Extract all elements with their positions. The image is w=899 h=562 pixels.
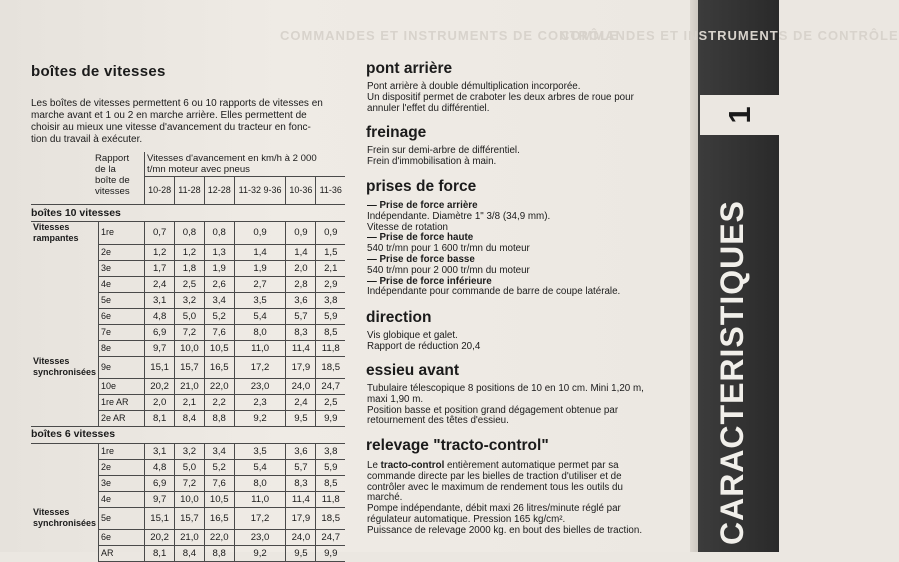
speed-value: 7,2 xyxy=(175,475,204,491)
speed-value: 2,4 xyxy=(286,394,316,410)
speed-value: 2,5 xyxy=(316,394,345,410)
speed-value: 4,8 xyxy=(145,308,175,324)
speed-value: 9,9 xyxy=(316,410,345,426)
speed-value: 18,5 xyxy=(316,356,345,378)
text-fragment: Le xyxy=(367,460,381,471)
speed-group-label xyxy=(31,244,99,260)
speed-value: 5,0 xyxy=(175,459,204,475)
gear-ratio: 6e xyxy=(99,529,145,545)
speed-value: 3,6 xyxy=(286,292,316,308)
speed-value: 15,7 xyxy=(175,507,204,529)
speed-value: 6,9 xyxy=(145,475,175,491)
tire-size: 11-36 xyxy=(316,177,345,205)
speed-value: 5,2 xyxy=(204,459,234,475)
speed-value: 1,3 xyxy=(204,244,234,260)
speed-value: 11,8 xyxy=(316,340,345,356)
speed-group-label xyxy=(31,545,99,561)
speed-value: 17,2 xyxy=(234,356,286,378)
speed-value: 24,0 xyxy=(286,529,316,545)
pto-title: prises de force xyxy=(366,178,477,195)
speed-group-label xyxy=(31,394,99,410)
speed-value: 9,2 xyxy=(234,545,286,561)
speed-value: 0,9 xyxy=(316,222,345,245)
speed-value: 1,5 xyxy=(316,244,345,260)
speed-value: 5,7 xyxy=(286,308,316,324)
tracto-control-term: tracto-control xyxy=(380,460,445,471)
speed-value: 1,2 xyxy=(145,244,175,260)
speed-value: 21,0 xyxy=(175,378,204,394)
table-row xyxy=(31,260,345,276)
speed-value: 1,9 xyxy=(234,260,286,276)
gear-ratio: 4e xyxy=(99,276,145,292)
speed-group-label xyxy=(31,475,99,491)
table-row xyxy=(31,394,345,410)
speed-value: 8,4 xyxy=(175,410,204,426)
speed-value: 4,8 xyxy=(145,459,175,475)
tire-size: 10-28 xyxy=(145,177,175,205)
table-row xyxy=(31,324,345,340)
speed-value: 0,8 xyxy=(175,222,204,245)
speed-value: 16,5 xyxy=(204,507,234,529)
section-6-speeds: boîtes 6 vitesses xyxy=(31,426,345,443)
table-row xyxy=(31,410,345,426)
speed-value: 7,2 xyxy=(175,324,204,340)
speed-value: 5,9 xyxy=(316,308,345,324)
gear-ratio: 3e xyxy=(99,475,145,491)
text-line: marché. xyxy=(367,492,403,504)
table-row xyxy=(31,378,345,394)
speed-value: 18,5 xyxy=(316,507,345,529)
speed-value: 8,3 xyxy=(286,475,316,491)
speed-value: 11,0 xyxy=(234,491,286,507)
tire-size: 11-32 9-36 xyxy=(234,177,286,205)
speed-group-label xyxy=(31,340,99,356)
speed-value: 3,5 xyxy=(234,292,286,308)
text-line: Position basse et position grand dégagement obtenue par xyxy=(367,404,619,416)
table-row xyxy=(31,545,345,561)
speed-value: 0,7 xyxy=(145,222,175,245)
intro-line: Les boîtes de vitesses permettent 6 ou 10 rapports de vitesses en xyxy=(31,98,323,109)
gear-ratio: 10e xyxy=(99,378,145,394)
speed-value: 1,2 xyxy=(175,244,204,260)
speed-value: 2,8 xyxy=(286,276,316,292)
speed-value: 11,0 xyxy=(234,340,286,356)
speed-value: 2,1 xyxy=(175,394,204,410)
speed-value: 3,1 xyxy=(145,443,175,459)
speed-value: 5,4 xyxy=(234,459,286,475)
front-axle-title: essieu avant xyxy=(366,362,460,379)
speed-value: 11,8 xyxy=(316,491,345,507)
tire-size: 12-28 xyxy=(204,177,234,205)
speed-group-label xyxy=(31,443,99,459)
speed-value: 3,4 xyxy=(204,292,234,308)
speed-value: 5,2 xyxy=(204,308,234,324)
speed-value: 8,0 xyxy=(234,324,286,340)
speed-value: 11,4 xyxy=(286,491,316,507)
speed-value: 2,0 xyxy=(286,260,316,276)
gear-speed-table xyxy=(31,152,345,562)
table-row xyxy=(31,459,345,475)
speed-value: 9,7 xyxy=(145,340,175,356)
text-line: Rapport de réduction 20,4 xyxy=(367,340,481,352)
speed-value: 2,1 xyxy=(316,260,345,276)
speed-value: 3,2 xyxy=(175,292,204,308)
speed-value: 17,2 xyxy=(234,507,286,529)
speed-value: 3,4 xyxy=(204,443,234,459)
gear-ratio: 7e xyxy=(99,324,145,340)
pto-low-heading: — Prise de force basse xyxy=(367,253,475,265)
rear-axle-text xyxy=(367,82,685,114)
text-line: Indépendante. Diamètre 1" 3/8 (34,9 mm). xyxy=(367,210,551,222)
speed-value: 3,5 xyxy=(234,443,286,459)
speed-value: 0,8 xyxy=(204,222,234,245)
speed-value: 9,5 xyxy=(286,410,316,426)
speed-value: 1,9 xyxy=(204,260,234,276)
text-line: Vitesse de rotation xyxy=(367,221,448,233)
text-line: Pont arrière à double démultiplication incorporée. xyxy=(367,81,581,92)
speed-value: 2,3 xyxy=(234,394,286,410)
speed-value: 8,4 xyxy=(175,545,204,561)
table-row xyxy=(31,356,345,378)
gear-ratio: 2e xyxy=(99,459,145,475)
speed-value: 23,0 xyxy=(234,529,286,545)
speed-value: 16,5 xyxy=(204,356,234,378)
gear-ratio: 1re xyxy=(99,222,145,245)
speed-value: 5,9 xyxy=(316,459,345,475)
speed-value: 3,8 xyxy=(316,443,345,459)
front-axle-text xyxy=(367,384,685,427)
speed-value: 9,9 xyxy=(316,545,345,561)
speed-value: 8,3 xyxy=(286,324,316,340)
speed-value: 20,2 xyxy=(145,378,175,394)
speed-value: 6,9 xyxy=(145,324,175,340)
speed-value: 2,9 xyxy=(316,276,345,292)
speed-value: 10,0 xyxy=(175,491,204,507)
speed-value: 2,7 xyxy=(234,276,286,292)
hitch-title: relevage "tracto-control" xyxy=(366,437,549,454)
speed-value: 21,0 xyxy=(175,529,204,545)
intro-line: choisir au mieux une vitesse d'avancement du tracteur en fonc- xyxy=(31,122,311,133)
chapter-number: 1 xyxy=(722,106,757,124)
gear-ratio: 2e AR xyxy=(99,410,145,426)
speed-value: 15,7 xyxy=(175,356,204,378)
speed-value: 22,0 xyxy=(204,529,234,545)
table-row xyxy=(31,507,345,529)
text-line: maxi 1,90 m. xyxy=(367,393,424,405)
table-row xyxy=(31,222,345,245)
hitch-text xyxy=(367,461,685,537)
speed-value: 10,5 xyxy=(204,491,234,507)
speed-value: 0,9 xyxy=(286,222,316,245)
text-line: Vis globique et galet. xyxy=(367,330,458,341)
speed-group-label xyxy=(31,324,99,340)
speed-value: 8,0 xyxy=(234,475,286,491)
speed-value: 1,7 xyxy=(145,260,175,276)
bleed-through-text-left: COMMANDES ET INSTRUMENTS DE CONTRÔLE xyxy=(280,28,619,43)
speed-value: 2,0 xyxy=(145,394,175,410)
speed-value: 5,7 xyxy=(286,459,316,475)
speed-value: 8,1 xyxy=(145,410,175,426)
header-rapport: Rapport de la boîte de vitesses xyxy=(31,152,145,205)
gear-ratio: 6e xyxy=(99,308,145,324)
speed-value: 20,2 xyxy=(145,529,175,545)
text-line: 540 tr/mn pour 2 000 tr/mn du moteur xyxy=(367,264,530,276)
speed-value: 24,7 xyxy=(316,378,345,394)
speed-value: 2,5 xyxy=(175,276,204,292)
text-line: 540 tr/mn pour 1 600 tr/mn du moteur xyxy=(367,243,530,255)
text-line: annuler l'effet du différentiel. xyxy=(367,102,490,114)
speed-group-label xyxy=(31,529,99,545)
table-row xyxy=(31,443,345,459)
gearbox-title: boîtes de vitesses xyxy=(31,63,166,80)
text-line: Indépendante pour commande de barre de coupe latérale. xyxy=(367,286,621,298)
chapter-tab xyxy=(700,95,779,135)
text-line: contrôler avec le maximum de rendement tous les outils du xyxy=(367,481,623,493)
gear-ratio: 9e xyxy=(99,356,145,378)
speed-value: 3,2 xyxy=(175,443,204,459)
speed-value: 3,8 xyxy=(316,292,345,308)
speed-value: 22,0 xyxy=(204,378,234,394)
gear-ratio: 1re xyxy=(99,443,145,459)
speed-value: 5,0 xyxy=(175,308,204,324)
tire-size: 11-28 xyxy=(175,177,204,205)
text-fragment: entièrement automatique permet par sa xyxy=(444,460,619,471)
pto-rear-heading: — Prise de force arrière xyxy=(367,200,478,211)
steering-text xyxy=(367,331,685,353)
pto-lower-heading: — Prise de force inférieure xyxy=(367,275,492,287)
speed-value: 0,9 xyxy=(234,222,286,245)
speed-value: 8,8 xyxy=(204,545,234,561)
speed-value: 1,4 xyxy=(234,244,286,260)
gear-ratio: 4e xyxy=(99,491,145,507)
speed-value: 8,5 xyxy=(316,324,345,340)
speed-value: 9,2 xyxy=(234,410,286,426)
speed-value: 7,6 xyxy=(204,324,234,340)
text-line: régulateur automatique. Pression 165 kg/cm². xyxy=(367,513,566,525)
speed-value: 8,5 xyxy=(316,475,345,491)
speed-value: 24,7 xyxy=(316,529,345,545)
text-line: Tubulaire télescopique 8 positions de 10 en 10 cm. Mini 1,20 m, xyxy=(367,383,644,394)
text-line: commande directe par les bielles de traction d'utiliser et de xyxy=(367,470,622,482)
speed-value: 8,1 xyxy=(145,545,175,561)
table-row xyxy=(31,292,345,308)
gear-ratio: 5e xyxy=(99,507,145,529)
speed-value: 17,9 xyxy=(286,356,316,378)
speed-value: 7,6 xyxy=(204,475,234,491)
gear-ratio: 2e xyxy=(99,244,145,260)
speed-value: 11,4 xyxy=(286,340,316,356)
speed-group-label: Vitesses synchronisées xyxy=(31,356,99,378)
braking-text xyxy=(367,146,685,168)
speed-value: 9,7 xyxy=(145,491,175,507)
speed-group-label xyxy=(31,378,99,394)
steering-title: direction xyxy=(366,309,432,326)
gear-ratio: 5e xyxy=(99,292,145,308)
table-row xyxy=(31,244,345,260)
speed-value: 10,0 xyxy=(175,340,204,356)
table-row xyxy=(31,308,345,324)
intro-line: marche avant et 1 ou 2 en marche arrière. Elles permettent de xyxy=(31,110,307,121)
text-line: retournement des têtes d'essieu. xyxy=(367,415,509,427)
speed-group-label xyxy=(31,491,99,507)
gear-ratio: AR xyxy=(99,545,145,561)
table-row xyxy=(31,475,345,491)
speed-group-label: Vitesses rampantes xyxy=(31,222,99,245)
text-line: Frein d'immobilisation à main. xyxy=(367,155,497,167)
speed-value: 5,4 xyxy=(234,308,286,324)
gear-ratio: 1re AR xyxy=(99,394,145,410)
speed-value: 23,0 xyxy=(234,378,286,394)
speed-value: 2,6 xyxy=(204,276,234,292)
speed-value: 9,5 xyxy=(286,545,316,561)
speed-value: 10,5 xyxy=(204,340,234,356)
speed-group-label xyxy=(31,308,99,324)
speed-value: 8,8 xyxy=(204,410,234,426)
speed-value: 2,2 xyxy=(204,394,234,410)
pto-high-heading: — Prise de force haute xyxy=(367,232,474,244)
section-10-speeds: boîtes 10 vitesses xyxy=(31,205,345,222)
gear-ratio: 3e xyxy=(99,260,145,276)
speed-value: 1,8 xyxy=(175,260,204,276)
braking-title: freinage xyxy=(366,124,427,141)
speed-group-label xyxy=(31,459,99,475)
speed-value: 3,1 xyxy=(145,292,175,308)
intro-line: tion du travail à exécuter. xyxy=(31,134,143,145)
gearbox-intro xyxy=(31,98,323,146)
header-speeds: Vitesses d'avancement en km/h à 2 000 t/mn moteur avec pneus xyxy=(145,152,345,177)
table-row xyxy=(31,491,345,507)
table-row xyxy=(31,529,345,545)
tire-size: 10-36 xyxy=(286,177,316,205)
speed-value: 1,4 xyxy=(286,244,316,260)
chapter-title: CARACTERISTIQUES xyxy=(714,200,750,545)
speed-group-label xyxy=(31,292,99,308)
speed-value: 15,1 xyxy=(145,356,175,378)
text-line: Pompe indépendante, débit maxi 26 litres/minute réglé par xyxy=(367,503,621,515)
speed-group-label: Vitesses synchronisées xyxy=(31,507,99,529)
speed-group-label xyxy=(31,276,99,292)
speed-group-label xyxy=(31,410,99,426)
pto-text xyxy=(367,201,685,298)
text-line: Frein sur demi-arbre de différentiel. xyxy=(367,145,520,156)
bleed-through-text-right: COMMANDES ET INSTRUMENTS DE CONTRÔLE xyxy=(560,28,899,43)
gear-ratio: 8e xyxy=(99,340,145,356)
rear-axle-title: pont arrière xyxy=(366,60,453,77)
speed-value: 2,4 xyxy=(145,276,175,292)
text-line: Un dispositif permet de craboter les deux arbres de roue pour xyxy=(367,91,634,103)
speed-group-label xyxy=(31,260,99,276)
speed-value: 17,9 xyxy=(286,507,316,529)
table-row xyxy=(31,340,345,356)
table-row xyxy=(31,276,345,292)
speed-value: 15,1 xyxy=(145,507,175,529)
speed-value: 24,0 xyxy=(286,378,316,394)
text-line: Puissance de relevage 2000 kg. en bout des bielles de traction. xyxy=(367,524,643,536)
speed-value: 3,6 xyxy=(286,443,316,459)
